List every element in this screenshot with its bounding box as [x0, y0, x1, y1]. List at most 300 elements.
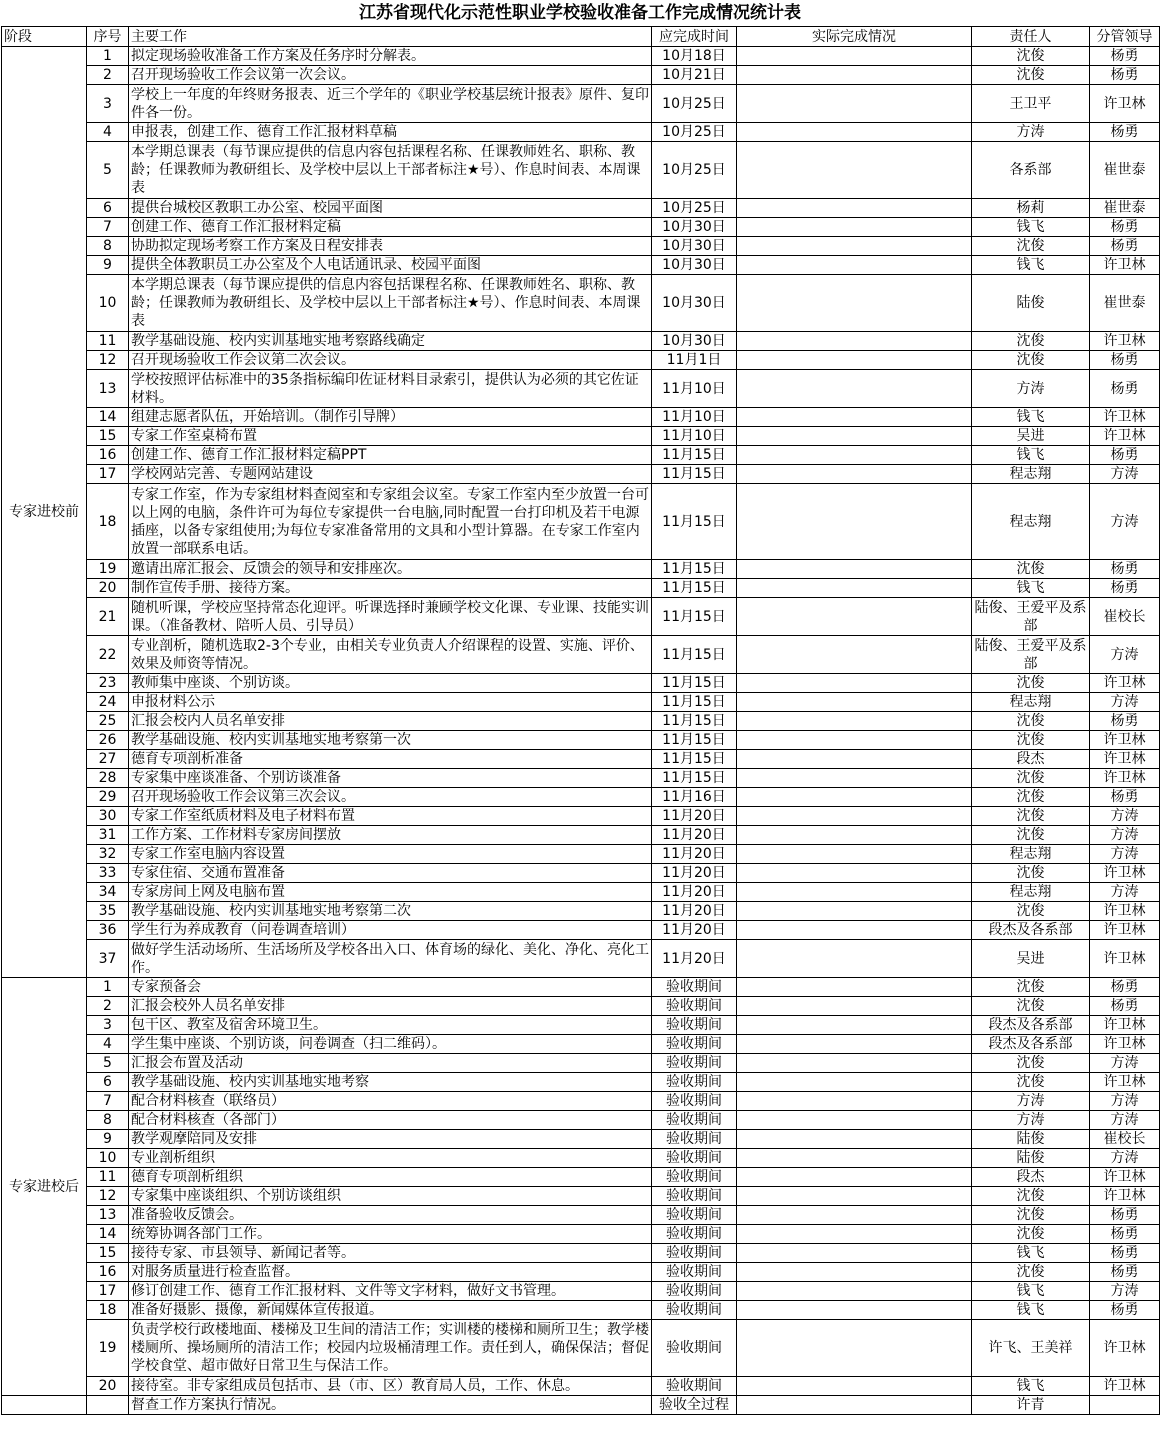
owner-cell: 沈俊	[972, 1225, 1090, 1244]
due-date-cell: 10月30日	[652, 332, 737, 351]
due-date-cell: 11月20日	[652, 940, 737, 978]
actual-completion-cell	[737, 598, 972, 636]
actual-completion-cell	[737, 1111, 972, 1130]
due-date-cell: 验收期间	[652, 1187, 737, 1206]
owner-cell: 程志翔	[972, 845, 1090, 864]
actual-completion-cell	[737, 275, 972, 332]
owner-cell: 沈俊	[972, 731, 1090, 750]
due-date-cell: 验收期间	[652, 1073, 737, 1092]
table-row	[2, 902, 1160, 921]
row-number-cell: 6	[87, 199, 129, 218]
leader-cell: 崔校长	[1090, 1130, 1160, 1149]
leader-cell: 方涛	[1090, 883, 1160, 902]
row-number-cell: 15	[87, 1244, 129, 1263]
actual-completion-cell	[737, 465, 972, 484]
table-row	[2, 199, 1160, 218]
leader-cell: 许卫林	[1090, 1377, 1160, 1396]
row-number-cell: 19	[87, 1320, 129, 1377]
leader-cell: 许卫林	[1090, 750, 1160, 769]
leader-cell: 许卫林	[1090, 85, 1160, 123]
leader-cell: 许卫林	[1090, 256, 1160, 275]
task-cell: 召开现场验收工作会议第二次会议。	[129, 351, 652, 370]
task-cell: 教学基础设施、校内实训基地实地考察路线确定	[129, 332, 652, 351]
owner-cell: 沈俊	[972, 351, 1090, 370]
task-cell: 协助拟定现场考察工作方案及日程安排表	[129, 237, 652, 256]
task-cell: 学校按照评估标准中的35条指标编印佐证材料目录索引，提供认为必须的其它佐证材料。	[129, 370, 652, 408]
due-date-cell: 11月10日	[652, 408, 737, 427]
table-row	[2, 370, 1160, 408]
owner-cell: 陆俊、王爱平及系部	[972, 636, 1090, 674]
owner-cell: 段杰	[972, 750, 1090, 769]
due-date-cell: 10月30日	[652, 218, 737, 237]
row-number-cell: 29	[87, 788, 129, 807]
spreadsheet	[1, 0, 1159, 1415]
leader-cell: 许卫林	[1090, 864, 1160, 883]
actual-completion-cell	[737, 579, 972, 598]
actual-completion-cell	[737, 1263, 972, 1282]
table-row	[2, 1282, 1160, 1301]
table-row	[2, 1187, 1160, 1206]
row-number-cell: 18	[87, 1301, 129, 1320]
owner-cell: 方涛	[972, 123, 1090, 142]
actual-completion-cell	[737, 636, 972, 674]
actual-completion-cell	[737, 1130, 972, 1149]
due-date-cell: 11月20日	[652, 864, 737, 883]
task-cell: 创建工作、德育工作汇报材料定稿PPT	[129, 446, 652, 465]
due-date-cell: 11月15日	[652, 579, 737, 598]
leader-cell: 杨勇	[1090, 1301, 1160, 1320]
owner-cell: 钱飞	[972, 1301, 1090, 1320]
table-row	[2, 465, 1160, 484]
actual-completion-cell	[737, 693, 972, 712]
task-cell: 工作方案、工作材料专家房间摆放	[129, 826, 652, 845]
owner-cell: 陆俊、王爱平及系部	[972, 598, 1090, 636]
actual-completion-cell	[737, 1073, 972, 1092]
owner-cell: 沈俊	[972, 1073, 1090, 1092]
table-row	[2, 484, 1160, 560]
leader-cell: 杨勇	[1090, 1244, 1160, 1263]
leader-cell: 杨勇	[1090, 237, 1160, 256]
row-number-cell: 18	[87, 484, 129, 560]
table-row	[2, 85, 1160, 123]
leader-cell: 方涛	[1090, 1092, 1160, 1111]
due-date-cell: 验收期间	[652, 1377, 737, 1396]
leader-cell: 杨勇	[1090, 446, 1160, 465]
owner-cell: 沈俊	[972, 902, 1090, 921]
actual-completion-cell	[737, 845, 972, 864]
due-date-cell: 验收全过程	[652, 1396, 737, 1415]
table-row	[2, 218, 1160, 237]
owner-cell: 沈俊	[972, 1206, 1090, 1225]
leader-cell: 崔世泰	[1090, 142, 1160, 199]
owner-cell: 沈俊	[972, 332, 1090, 351]
owner-cell: 段杰	[972, 1168, 1090, 1187]
task-cell: 制作宣传手册、接待方案。	[129, 579, 652, 598]
leader-cell: 杨勇	[1090, 1225, 1160, 1244]
table-row	[2, 883, 1160, 902]
task-cell: 教学基础设施、校内实训基地实地考察	[129, 1073, 652, 1092]
leader-cell: 许卫林	[1090, 427, 1160, 446]
table-row	[2, 921, 1160, 940]
actual-completion-cell	[737, 1168, 972, 1187]
due-date-cell: 10月30日	[652, 275, 737, 332]
table-row	[2, 256, 1160, 275]
owner-cell: 程志翔	[972, 693, 1090, 712]
due-date-cell: 验收期间	[652, 1130, 737, 1149]
task-cell: 学生行为养成教育（问卷调查培训）	[129, 921, 652, 940]
leader-cell: 许卫林	[1090, 332, 1160, 351]
row-number-cell: 5	[87, 142, 129, 199]
due-date-cell: 11月20日	[652, 902, 737, 921]
due-date-cell: 10月25日	[652, 199, 737, 218]
due-date-cell: 验收期间	[652, 1054, 737, 1073]
row-number-cell: 1	[87, 47, 129, 66]
leader-cell: 许卫林	[1090, 921, 1160, 940]
task-cell: 专业剖析组织	[129, 1149, 652, 1168]
task-cell: 教学基础设施、校内实训基地实地考察第一次	[129, 731, 652, 750]
table-row	[2, 1377, 1160, 1396]
task-cell: 随机听课，学校应坚持常态化迎评。听课选择时兼顾学校文化课、专业课、技能实训课。（准备教材、陪听人员、引导员）	[129, 598, 652, 636]
due-date-cell: 验收期间	[652, 1111, 737, 1130]
owner-cell: 钱飞	[972, 579, 1090, 598]
row-number-cell: 17	[87, 1282, 129, 1301]
row-number-cell: 2	[87, 66, 129, 85]
table-row	[2, 1301, 1160, 1320]
owner-cell: 沈俊	[972, 1263, 1090, 1282]
actual-completion-cell	[737, 1206, 972, 1225]
table-row	[2, 1320, 1160, 1377]
owner-cell: 王卫平	[972, 85, 1090, 123]
actual-completion-cell	[737, 902, 972, 921]
task-cell: 修订创建工作、德育工作汇报材料、文件等文字材料，做好文书管理。	[129, 1282, 652, 1301]
row-number-cell: 26	[87, 731, 129, 750]
due-date-cell: 11月15日	[652, 712, 737, 731]
leader-cell: 崔世泰	[1090, 275, 1160, 332]
task-cell: 专家工作室，作为专家组材料查阅室和专家组会议室。专家工作室内至少放置一台可以上网的电脑，条件许可为每位专家提供一台电脑,同时配置一台打印机及若干电源插座，以备专家组使用;为每位专家准备常用的文具和小型计算器。在专家工作室内放置一部联系电话。	[129, 484, 652, 560]
leader-cell: 杨勇	[1090, 47, 1160, 66]
leader-cell: 杨勇	[1090, 560, 1160, 579]
task-cell: 负责学校行政楼地面、楼梯及卫生间的清洁工作；实训楼的楼梯和厕所卫生；教学楼楼厕所、操场厕所的清洁工作；校园内垃圾桶清理工作。责任到人，确保保洁；督促学校食堂、超市做好日常卫生与保洁工作。	[129, 1320, 652, 1377]
due-date-cell: 10月21日	[652, 66, 737, 85]
row-number-cell: 3	[87, 1016, 129, 1035]
leader-cell: 杨勇	[1090, 978, 1160, 997]
table-row	[2, 731, 1160, 750]
row-number-cell: 31	[87, 826, 129, 845]
task-cell: 教学观摩陪同及安排	[129, 1130, 652, 1149]
task-cell: 创建工作、德育工作汇报材料定稿	[129, 218, 652, 237]
owner-cell: 杨莉	[972, 199, 1090, 218]
actual-completion-cell	[737, 47, 972, 66]
leader-cell: 许卫林	[1090, 731, 1160, 750]
due-date-cell: 11月20日	[652, 883, 737, 902]
row-number-cell: 33	[87, 864, 129, 883]
owner-cell: 方涛	[972, 370, 1090, 408]
row-number-cell: 19	[87, 560, 129, 579]
due-date-cell: 验收期间	[652, 1282, 737, 1301]
owner-cell: 段杰及各系部	[972, 1016, 1090, 1035]
row-number-cell: 11	[87, 332, 129, 351]
table-row	[2, 769, 1160, 788]
task-cell: 召开现场验收工作会议第三次会议。	[129, 788, 652, 807]
header-owner: 责任人	[972, 27, 1090, 47]
due-date-cell: 11月15日	[652, 636, 737, 674]
actual-completion-cell	[737, 940, 972, 978]
task-cell: 本学期总课表（每节课应提供的信息内容包括课程名称、任课教师姓名、职称、教龄；任课教师为教研组长、及学校中层以上干部者标注★号）、作息时间表、本周课表	[129, 142, 652, 199]
leader-cell: 方涛	[1090, 1149, 1160, 1168]
row-number-cell: 8	[87, 1111, 129, 1130]
row-number-cell: 20	[87, 579, 129, 598]
owner-cell: 沈俊	[972, 712, 1090, 731]
leader-cell: 崔校长	[1090, 598, 1160, 636]
leader-cell	[1090, 1396, 1160, 1415]
sheet-title: 江苏省现代化示范性职业学校验收准备工作完成情况统计表	[359, 3, 801, 23]
task-cell: 专家住宿、交通布置准备	[129, 864, 652, 883]
owner-cell: 沈俊	[972, 807, 1090, 826]
due-date-cell: 11月20日	[652, 826, 737, 845]
leader-cell: 杨勇	[1090, 123, 1160, 142]
leader-cell: 方涛	[1090, 484, 1160, 560]
header-task: 主要工作	[129, 27, 652, 47]
table-row	[2, 788, 1160, 807]
row-number-cell: 12	[87, 351, 129, 370]
table-body	[2, 47, 1160, 1415]
due-date-cell: 验收期间	[652, 1092, 737, 1111]
owner-cell: 沈俊	[972, 237, 1090, 256]
task-cell: 学校上一年度的年终财务报表、近三个学年的《职业学校基层统计报表》原件、复印件各一份。	[129, 85, 652, 123]
actual-completion-cell	[737, 807, 972, 826]
task-cell: 本学期总课表（每节课应提供的信息内容包括课程名称、任课教师姓名、职称、教龄；任课教师为教研组长、及学校中层以上干部者标注★号）、作息时间表、本周课表	[129, 275, 652, 332]
owner-cell: 钱飞	[972, 1282, 1090, 1301]
table-row	[2, 1149, 1160, 1168]
leader-cell: 杨勇	[1090, 1206, 1160, 1225]
row-number-cell: 17	[87, 465, 129, 484]
owner-cell: 沈俊	[972, 769, 1090, 788]
owner-cell: 沈俊	[972, 1054, 1090, 1073]
stage-cell: 专家进校后	[2, 978, 87, 1396]
header-leader: 分管领导	[1090, 27, 1160, 47]
row-number-cell: 22	[87, 636, 129, 674]
leader-cell: 许卫林	[1090, 674, 1160, 693]
leader-cell: 杨勇	[1090, 218, 1160, 237]
actual-completion-cell	[737, 1282, 972, 1301]
actual-completion-cell	[737, 484, 972, 560]
table-row	[2, 47, 1160, 66]
row-number-cell: 24	[87, 693, 129, 712]
owner-cell: 陆俊	[972, 275, 1090, 332]
task-cell: 组建志愿者队伍，开始培训。（制作引导牌）	[129, 408, 652, 427]
table-row	[2, 997, 1160, 1016]
leader-cell: 许卫林	[1090, 1073, 1160, 1092]
due-date-cell: 10月25日	[652, 85, 737, 123]
actual-completion-cell	[737, 85, 972, 123]
leader-cell: 许卫林	[1090, 1016, 1160, 1035]
actual-completion-cell	[737, 997, 972, 1016]
stage-cell	[2, 1396, 87, 1415]
row-number-cell: 5	[87, 1054, 129, 1073]
due-date-cell: 验收期间	[652, 1301, 737, 1320]
table-row	[2, 1054, 1160, 1073]
owner-cell: 沈俊	[972, 47, 1090, 66]
actual-completion-cell	[737, 864, 972, 883]
actual-completion-cell	[737, 1377, 972, 1396]
row-number-cell: 15	[87, 427, 129, 446]
leader-cell: 杨勇	[1090, 66, 1160, 85]
table-row	[2, 1073, 1160, 1092]
actual-completion-cell	[737, 256, 972, 275]
row-number-cell: 16	[87, 446, 129, 465]
task-cell: 接待专家、市县领导、新闻记者等。	[129, 1244, 652, 1263]
table-row	[2, 446, 1160, 465]
row-number-cell: 14	[87, 1225, 129, 1244]
owner-cell: 陆俊	[972, 1130, 1090, 1149]
leader-cell: 方涛	[1090, 826, 1160, 845]
due-date-cell: 11月1日	[652, 351, 737, 370]
task-cell: 专家工作室桌椅布置	[129, 427, 652, 446]
owner-cell: 方涛	[972, 1092, 1090, 1111]
table-row	[2, 1035, 1160, 1054]
owner-cell: 许青	[972, 1396, 1090, 1415]
due-date-cell: 11月20日	[652, 807, 737, 826]
due-date-cell: 验收期间	[652, 1035, 737, 1054]
row-number-cell: 6	[87, 1073, 129, 1092]
row-number-cell: 11	[87, 1168, 129, 1187]
owner-cell: 程志翔	[972, 484, 1090, 560]
row-number-cell: 21	[87, 598, 129, 636]
leader-cell: 许卫林	[1090, 1187, 1160, 1206]
owner-cell: 钱飞	[972, 408, 1090, 427]
due-date-cell: 10月25日	[652, 123, 737, 142]
task-cell: 准备验收反馈会。	[129, 1206, 652, 1225]
header-row	[2, 27, 1160, 47]
row-number-cell: 34	[87, 883, 129, 902]
row-number-cell: 12	[87, 1187, 129, 1206]
row-number-cell: 25	[87, 712, 129, 731]
leader-cell: 方涛	[1090, 1282, 1160, 1301]
table-row	[2, 807, 1160, 826]
leader-cell: 杨勇	[1090, 351, 1160, 370]
table-row	[2, 750, 1160, 769]
row-number-cell: 1	[87, 978, 129, 997]
table-row	[2, 864, 1160, 883]
task-cell: 准备好摄影、摄像，新闻媒体宣传报道。	[129, 1301, 652, 1320]
owner-cell: 钱飞	[972, 218, 1090, 237]
owner-cell: 沈俊	[972, 826, 1090, 845]
actual-completion-cell	[737, 1149, 972, 1168]
table-row	[2, 1130, 1160, 1149]
actual-completion-cell	[737, 560, 972, 579]
task-cell: 申报表，创建工作、德育工作汇报材料草稿	[129, 123, 652, 142]
task-cell: 召开现场验收工作会议第一次会议。	[129, 66, 652, 85]
due-date-cell: 10月30日	[652, 237, 737, 256]
leader-cell: 许卫林	[1090, 769, 1160, 788]
row-number-cell	[87, 1396, 129, 1415]
leader-cell: 杨勇	[1090, 370, 1160, 408]
row-number-cell: 27	[87, 750, 129, 769]
task-cell: 统筹协调各部门工作。	[129, 1225, 652, 1244]
actual-completion-cell	[737, 769, 972, 788]
table-row	[2, 1263, 1160, 1282]
task-cell: 对服务质量进行检查监督。	[129, 1263, 652, 1282]
actual-completion-cell	[737, 123, 972, 142]
row-number-cell: 10	[87, 275, 129, 332]
row-number-cell: 3	[87, 85, 129, 123]
table-row	[2, 978, 1160, 997]
task-cell: 教学基础设施、校内实训基地实地考察第二次	[129, 902, 652, 921]
owner-cell: 沈俊	[972, 978, 1090, 997]
stage-cell: 专家进校前	[2, 47, 87, 978]
owner-cell: 程志翔	[972, 883, 1090, 902]
owner-cell: 沈俊	[972, 997, 1090, 1016]
table-row	[2, 332, 1160, 351]
header-stage: 阶段	[2, 27, 87, 47]
actual-completion-cell	[737, 750, 972, 769]
leader-cell: 杨勇	[1090, 997, 1160, 1016]
owner-cell: 钱飞	[972, 1377, 1090, 1396]
task-cell: 包干区、教室及宿舍环境卫生。	[129, 1016, 652, 1035]
row-number-cell: 8	[87, 237, 129, 256]
leader-cell: 许卫林	[1090, 1168, 1160, 1187]
row-number-cell: 4	[87, 123, 129, 142]
due-date-cell: 11月16日	[652, 788, 737, 807]
task-cell: 申报材料公示	[129, 693, 652, 712]
task-cell: 专家集中座谈组织、个别访谈组织	[129, 1187, 652, 1206]
table-row	[2, 693, 1160, 712]
table-row	[2, 1016, 1160, 1035]
actual-completion-cell	[737, 408, 972, 427]
task-cell: 提供台城校区教职工办公室、校园平面图	[129, 199, 652, 218]
due-date-cell: 10月25日	[652, 142, 737, 199]
due-date-cell: 11月15日	[652, 674, 737, 693]
actual-completion-cell	[737, 351, 972, 370]
due-date-cell: 11月15日	[652, 446, 737, 465]
actual-completion-cell	[737, 731, 972, 750]
row-number-cell: 9	[87, 256, 129, 275]
table-row	[2, 579, 1160, 598]
table-row	[2, 1244, 1160, 1263]
table-row	[2, 351, 1160, 370]
table-row	[2, 1092, 1160, 1111]
actual-completion-cell	[737, 199, 972, 218]
due-date-cell: 验收期间	[652, 1263, 737, 1282]
due-date-cell: 验收期间	[652, 1225, 737, 1244]
owner-cell: 段杰及各系部	[972, 921, 1090, 940]
owner-cell: 程志翔	[972, 465, 1090, 484]
due-date-cell: 11月15日	[652, 731, 737, 750]
leader-cell: 许卫林	[1090, 408, 1160, 427]
leader-cell: 许卫林	[1090, 1320, 1160, 1377]
row-number-cell: 4	[87, 1035, 129, 1054]
row-number-cell: 2	[87, 997, 129, 1016]
owner-cell: 钱飞	[972, 256, 1090, 275]
owner-cell: 吴进	[972, 940, 1090, 978]
table-row	[2, 427, 1160, 446]
task-cell: 专家工作室纸质材料及电子材料布置	[129, 807, 652, 826]
due-date-cell: 11月10日	[652, 370, 737, 408]
actual-completion-cell	[737, 1054, 972, 1073]
task-cell: 配合材料核查（联络员）	[129, 1092, 652, 1111]
task-cell: 拟定现场验收准备工作方案及任务序时分解表。	[129, 47, 652, 66]
due-date-cell: 11月15日	[652, 598, 737, 636]
row-number-cell: 9	[87, 1130, 129, 1149]
actual-completion-cell	[737, 1320, 972, 1377]
due-date-cell: 验收期间	[652, 1320, 737, 1377]
task-cell: 教师集中座谈、个别访谈。	[129, 674, 652, 693]
task-cell: 专家集中座谈准备、个别访谈准备	[129, 769, 652, 788]
owner-cell: 钱飞	[972, 446, 1090, 465]
actual-completion-cell	[737, 218, 972, 237]
owner-cell: 沈俊	[972, 864, 1090, 883]
owner-cell: 吴进	[972, 427, 1090, 446]
